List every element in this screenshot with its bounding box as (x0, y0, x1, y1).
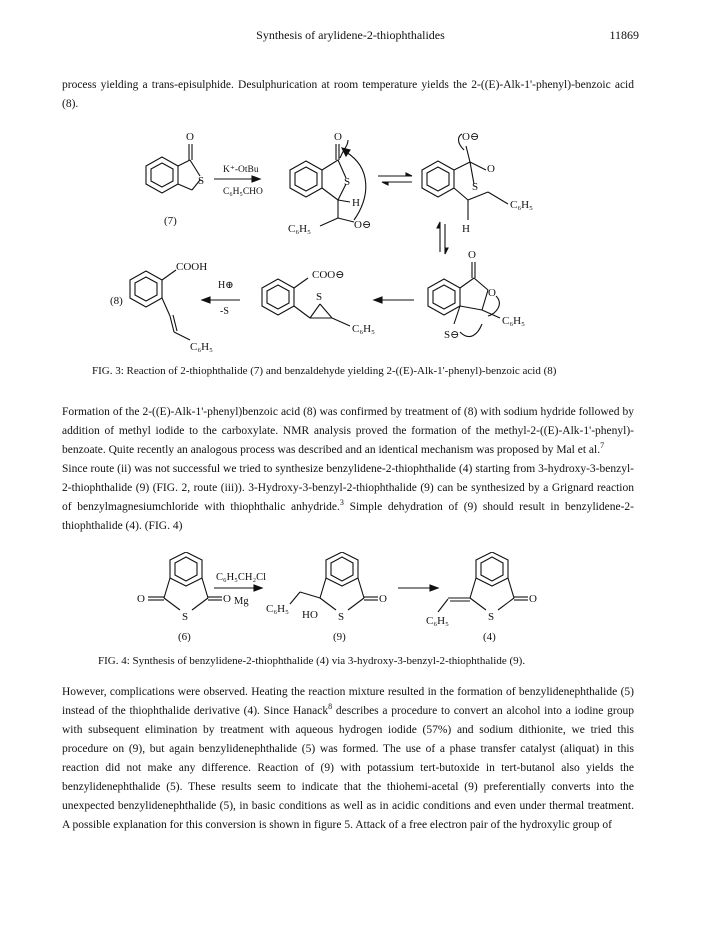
phenyl-int2: C₆H₅ (510, 199, 533, 211)
phenyl-4: C₆H₅ (426, 615, 449, 627)
atom-s-4: S (488, 611, 495, 623)
reagent-magnesium: Mg (234, 596, 249, 607)
atom-o-int1: O (334, 131, 342, 143)
atom-o-int2: O (487, 163, 495, 175)
atom-o-7: O (186, 131, 194, 143)
atom-ominus-int2: O⊖ (462, 131, 480, 143)
hydroxyl-9: HO (302, 609, 318, 621)
figure-3-scheme (110, 128, 600, 360)
compound-label-7: (7) (164, 215, 177, 227)
atom-s-7: S (198, 175, 205, 187)
atom-o-6-left: O (137, 593, 145, 605)
carboxylate-group: COO⊖ (312, 269, 345, 281)
bicyclic-intermediate-structure (422, 134, 508, 220)
atom-ominus-int1: O⊖ (354, 219, 372, 231)
reagent-benzyl-chloride: C₆H₅CH₂Cl (216, 572, 267, 583)
paragraph-complications (62, 683, 634, 835)
reference-8: 8 (328, 702, 333, 712)
paragraph-intro-text: process yielding a trans-episulphide. Desulphurication at room temperature yields the 2-((E)-Alk-1'-phenyl)-benzoic acid (8). (62, 79, 634, 110)
paragraph-confirmation (62, 403, 634, 460)
atom-o-4: O (529, 593, 537, 605)
atom-s-int1: S (344, 176, 351, 188)
atom-s-9: S (338, 611, 345, 623)
atom-o-6-right: O (223, 593, 231, 605)
atom-o-int3: O (468, 249, 476, 261)
reagent-base: K⁺-OtBu (223, 165, 259, 175)
paragraph-complications-text-end: describes a procedure to convert an alcohol into a iodine group with subsequent elimination by treatment with aqueous hydrogen iodide (57%) and sodium dithionite, we tried this procedure on (9), but again benzylidenephthalide (5) was formed. The use of a phase transfer catalyst (aliquat) in this reaction did not make any difference. Reaction of (9) with potassium tert-butoxide in tert-butanol also yields the benzylidenephthalide (5). These results seem to indicate that the thiohemi-acetal (9) preferentially converts into the unexpected benzylidenephthalide (5), in basic conditions as well as in acidic conditions and even under thermal treatment. A possible explanation for this conversion is shown in figure 5. Attack of a free electron pair of the hydroxylic group of (62, 705, 634, 831)
atom-sminus-int3: S⊖ (444, 329, 460, 341)
compound-7-structure (146, 144, 200, 193)
phenyl-9: C₆H₅ (266, 603, 289, 615)
compound-label-8: (8) (110, 295, 123, 307)
compound-label-6: (6) (178, 631, 191, 642)
paragraph-route-text-end: Simple dehydration of (9) should result in benzylidene-2-thiophthalide (4). (FIG. 4) (62, 501, 634, 532)
phenyl-int1: C₆H₅ (288, 223, 311, 235)
figure-4-scheme (130, 552, 570, 642)
phenyl-8: C₆H₅ (190, 341, 213, 353)
episulphide-structure (262, 278, 350, 326)
paragraph-intro (62, 76, 634, 114)
phenyl-int3: C₆H₅ (502, 315, 525, 327)
atom-s-episulphide: S (316, 291, 323, 303)
thiolate-intermediate-structure (428, 262, 500, 337)
carboxylic-acid-group: COOH (176, 261, 208, 273)
reference-7: 7 (600, 441, 605, 451)
compound-6-structure (148, 552, 222, 610)
alkoxide-intermediate-structure (290, 140, 366, 226)
paragraph-confirmation-text: Formation of the 2-((E)-Alk-1'-phenyl)benzoic acid (8) was confirmed by treatment of (8) with sodium hydride followed by addition of methyl iodide to the carboxylate. NMR analysis proved the formation of the methyl-2-((E)-Alk-1'-phenyl)-benzoate. Quite recently an analogous process was described and an identical mechanism was proposed by Mal et al. (62, 406, 634, 456)
page-number: 11869 (609, 28, 639, 42)
compound-4-structure (438, 552, 528, 612)
paragraph-route (62, 460, 634, 536)
phenyl-episulphide: C₆H₅ (352, 323, 375, 335)
paragraph-complications-text: However, complications were observed. Heating the reaction mixture resulted in the formation of benzylidenephthalide (5) instead of the thiophthalide derivative (4). Since Hanack (62, 686, 634, 717)
compound-label-9: (9) (333, 631, 346, 642)
running-title: Synthesis of arylidene-2-thiophthalides (256, 28, 445, 42)
paragraph-route-text: Since route (ii) was not successful we tried to synthesize benzylidene-2-thiophthalide (4) starting from 3-hydroxy-3-benzyl-2-thiophthalide (9) (FIG. 2, route (iii)). 3-Hydroxy-3-benzyl-2-thiophthalide (9) can be synthesized by a Grignard reaction of benzylmagnesiumchloride with thiophthalic anhydride. (62, 463, 634, 513)
acid-reagent: H⊕ (218, 280, 234, 291)
atom-s-6: S (182, 611, 189, 623)
figure-3-caption: FIG. 3: Reaction of 2-thiophthalide (7) and benzaldehyde yielding 2-((E)-Alk-1'-phenyl)-benzoic acid (8) (92, 365, 557, 377)
running-header (0, 28, 701, 46)
figure-4-caption: FIG. 4: Synthesis of benzylidene-2-thiophthalide (4) via 3-hydroxy-3-benzyl-2-thiophthalide (9). (98, 655, 526, 667)
atom-s-int2: S (472, 181, 479, 193)
atom-o-ring-int3: O (488, 287, 496, 299)
atom-h-int2: H (462, 223, 470, 235)
reagent-benzaldehyde: C₆H₅CHO (223, 187, 263, 197)
atom-o-9: O (379, 593, 387, 605)
compound-9-structure (290, 552, 378, 610)
compound-label-4: (4) (483, 631, 496, 642)
reference-3: 3 (339, 498, 344, 508)
atom-h-int1: H (352, 197, 360, 209)
compound-8-structure (130, 270, 190, 340)
sulfur-loss: -S (220, 306, 229, 317)
